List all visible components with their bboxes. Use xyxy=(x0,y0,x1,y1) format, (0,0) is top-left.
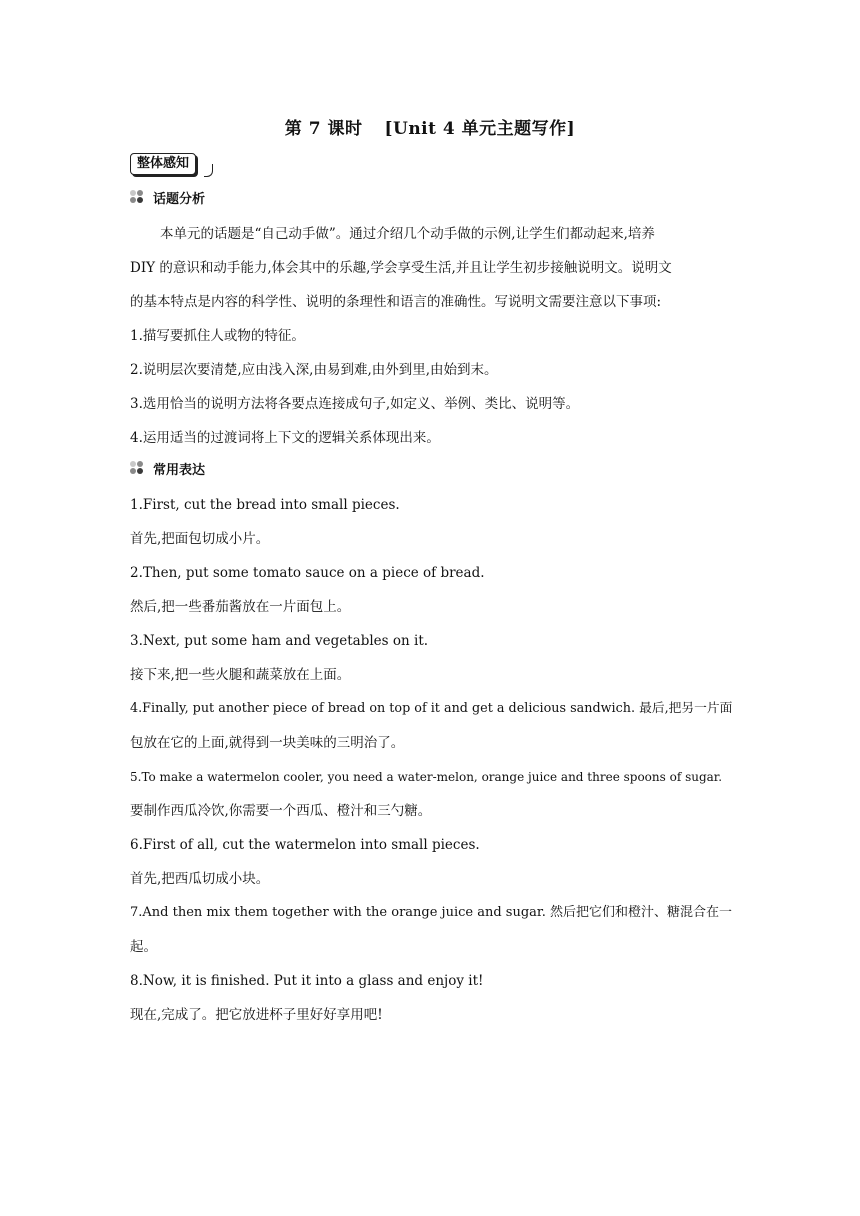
expression-chinese: 然后,把一些番茄酱放在一片面包上。 xyxy=(130,599,351,615)
paragraph-line: 本单元的话题是“自己动手做”。通过介绍几个动手做的示例,让学生们都动起来,培养 xyxy=(160,226,655,242)
lesson-number: 第 7 课时 xyxy=(284,119,363,139)
section-heading-topic-analysis xyxy=(130,190,205,210)
expression-chinese: 首先,把西瓜切成小块。 xyxy=(130,871,270,887)
expression-english: 8.Now, it is finished. Put it into a glass and enjoy it! xyxy=(130,973,484,989)
four-dots-icon xyxy=(130,190,146,206)
section-heading-common-expressions xyxy=(130,461,205,481)
expression-chinese: 首先,把面包切成小片。 xyxy=(130,531,270,547)
list-item: 3.选用恰当的说明方法将各要点连接成句子,如定义、举例、类比、说明等。 xyxy=(130,396,580,412)
list-item: 2.说明层次要清楚,应由浅入深,由易到难,由外到里,由始到末。 xyxy=(130,362,498,378)
section-badge: 整体感知 xyxy=(130,153,196,175)
expression-english: 3.Next, put some ham and vegetables on it. xyxy=(130,633,429,649)
expression-english: 4.Finally, put another piece of bread on top of it and get a delicious sandwich. 最后,把另一片面 xyxy=(130,701,733,716)
expression-english: 6.First of all, cut the watermelon into small pieces. xyxy=(130,837,480,853)
expression-chinese: 起。 xyxy=(130,939,157,955)
expression-english: 5.To make a watermelon cooler, you need a water-melon, orange juice and three spoons of sugar. xyxy=(130,770,723,784)
page-title xyxy=(0,114,860,139)
four-dots-icon xyxy=(130,461,146,477)
badge-tail-decoration xyxy=(204,164,213,177)
expression-english: 7.And then mix them together with the orange juice and sugar. 然后把它们和橙汁、糖混合在一 xyxy=(130,905,732,920)
list-item: 1.描写要抓住人或物的特征。 xyxy=(130,328,305,344)
expression-chinese: 包放在它的上面,就得到一块美味的三明治了。 xyxy=(130,735,405,751)
expression-chinese: 接下来,把一些火腿和蔬菜放在上面。 xyxy=(130,667,351,683)
expression-english: 2.Then, put some tomato sauce on a piece of bread. xyxy=(130,565,485,581)
unit-title: [Unit 4 单元主题写作] xyxy=(384,119,576,139)
paragraph-line: 的基本特点是内容的科学性、说明的条理性和语言的准确性。写说明文需要注意以下事项: xyxy=(130,294,662,310)
expression-english: 1.First, cut the bread into small pieces. xyxy=(130,497,400,513)
section-heading-label: 常用表达 xyxy=(153,463,206,478)
expression-chinese: 要制作西瓜冷饮,你需要一个西瓜、橙汁和三勺糖。 xyxy=(130,803,432,819)
paragraph-line: DIY 的意识和动手能力,体会其中的乐趣,学会享受生活,并且让学生初步接触说明文。说明文 xyxy=(130,260,672,276)
expression-chinese: 现在,完成了。把它放进杯子里好好享用吧! xyxy=(130,1007,383,1023)
list-item: 4.运用适当的过渡词将上下文的逻辑关系体现出来。 xyxy=(130,430,440,446)
section-heading-label: 话题分析 xyxy=(153,192,206,207)
